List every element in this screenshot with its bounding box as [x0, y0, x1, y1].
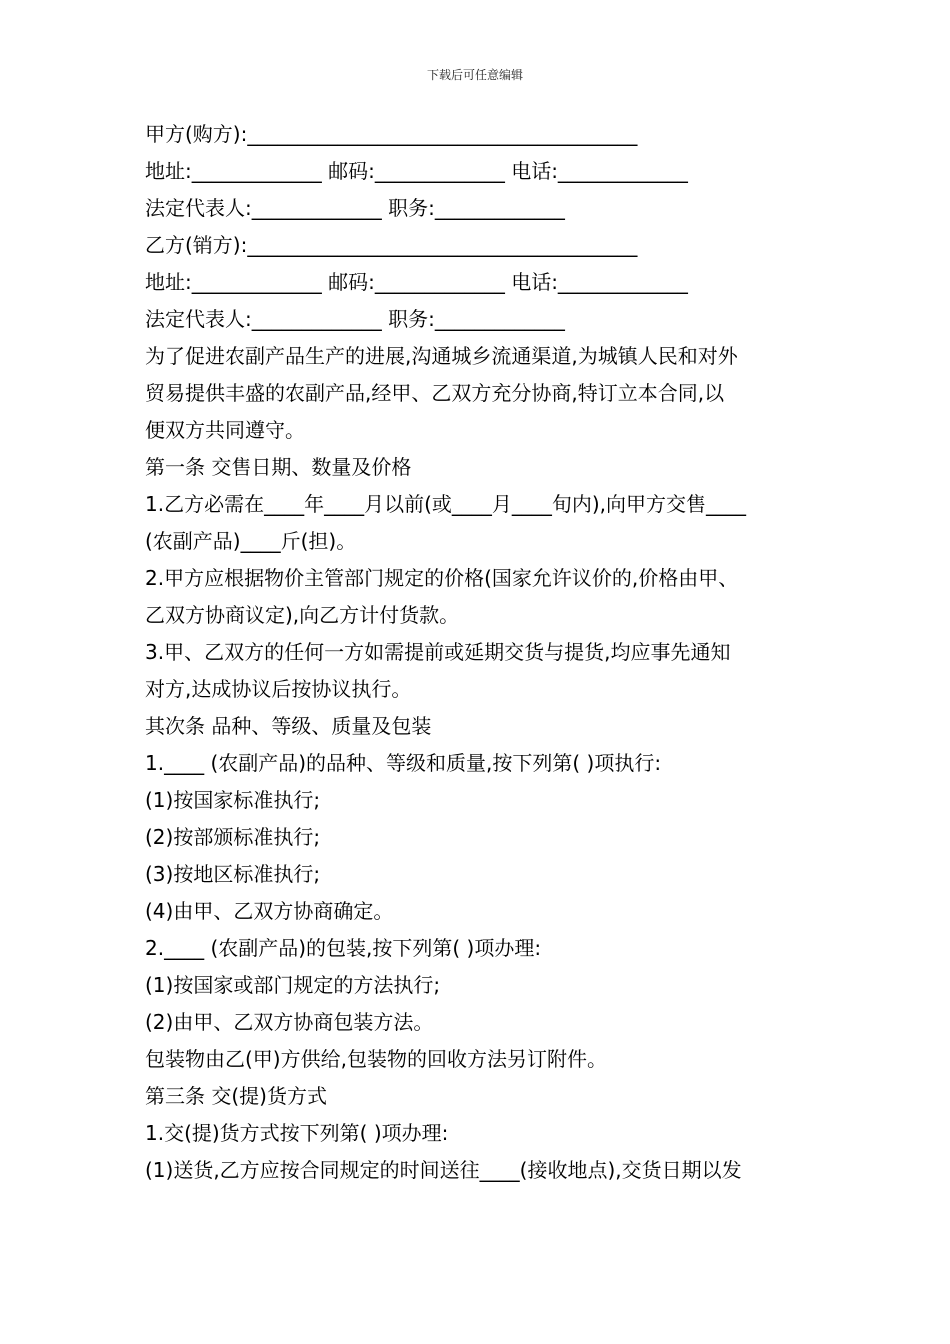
contract-body [145, 116, 815, 1189]
preamble-line-2: 贸易提供丰盛的农副产品,经甲、乙双方充分协商,特订立本合同,以 [145, 381, 725, 405]
article-2-option-2: (2)按部颁标准执行; [145, 825, 321, 849]
article-1-clause-1-line-2: (农副产品)____斤(担)。 [145, 529, 357, 553]
page-header: 下载后可任意编辑 [426, 68, 523, 82]
article-1-clause-3-line-1: 3.甲、乙双方的任何一方如需提前或延期交货与提货,均应事先通知 [145, 640, 731, 664]
party-b-representative-line: 法定代表人:_____________ 职务:_____________ [145, 307, 565, 331]
article-2-heading: 其次条 品种、等级、质量及包装 [145, 714, 432, 738]
article-2-packaging-option-2: (2)由甲、乙双方协商包装方法。 [145, 1010, 434, 1034]
article-2-option-4: (4)由甲、乙双方协商确定。 [145, 899, 394, 923]
preamble-line-3: 便双方共同遵守。 [145, 418, 305, 442]
party-a-address-line: 地址:_____________ 邮码:_____________ 电话:_____________ [145, 159, 688, 183]
party-b-seller-line: 乙方(销方):_______________________________________ [145, 233, 638, 257]
article-1-clause-3-line-2: 对方,达成协议后按协议执行。 [145, 677, 412, 701]
article-2-packaging-option-1: (1)按国家或部门规定的方法执行; [145, 973, 441, 997]
article-1-clause-1-line-1: 1.乙方必需在____年____月以前(或____月____旬内),向甲方交售____ [145, 492, 747, 516]
article-2-option-1: (1)按国家标准执行; [145, 788, 321, 812]
article-2-clause-1: 1.____ (农副产品)的品种、等级和质量,按下列第( )项执行: [145, 751, 662, 775]
article-3-option-1: (1)送货,乙方应按合同规定的时间送往____(接收地点),交货日期以发 [145, 1158, 742, 1182]
article-2-clause-2: 2.____ (农副产品)的包装,按下列第( )项办理: [145, 936, 542, 960]
article-1-clause-2-line-2: 乙双方协商议定),向乙方计付货款。 [145, 603, 460, 627]
party-a-representative-line: 法定代表人:_____________ 职务:_____________ [145, 196, 565, 220]
party-b-address-line: 地址:_____________ 邮码:_____________ 电话:_____________ [145, 270, 688, 294]
party-a-buyer-line: 甲方(购方):_______________________________________ [145, 122, 638, 146]
article-1-heading: 第一条 交售日期、数量及价格 [145, 455, 412, 479]
article-3-clause-1: 1.交(提)货方式按下列第( )项办理: [145, 1121, 449, 1145]
preamble-line-1: 为了促进农副产品生产的进展,沟通城乡流通渠道,为城镇人民和对外 [145, 344, 738, 368]
article-2-option-3: (3)按地区标准执行; [145, 862, 321, 886]
article-1-clause-2-line-1: 2.甲方应根据物价主管部门规定的价格(国家允许议价的,价格由甲、 [145, 566, 739, 590]
article-3-heading: 第三条 交(提)货方式 [145, 1084, 327, 1108]
article-2-packaging-note: 包装物由乙(甲)方供给,包装物的回收方法另订附件。 [145, 1047, 607, 1071]
